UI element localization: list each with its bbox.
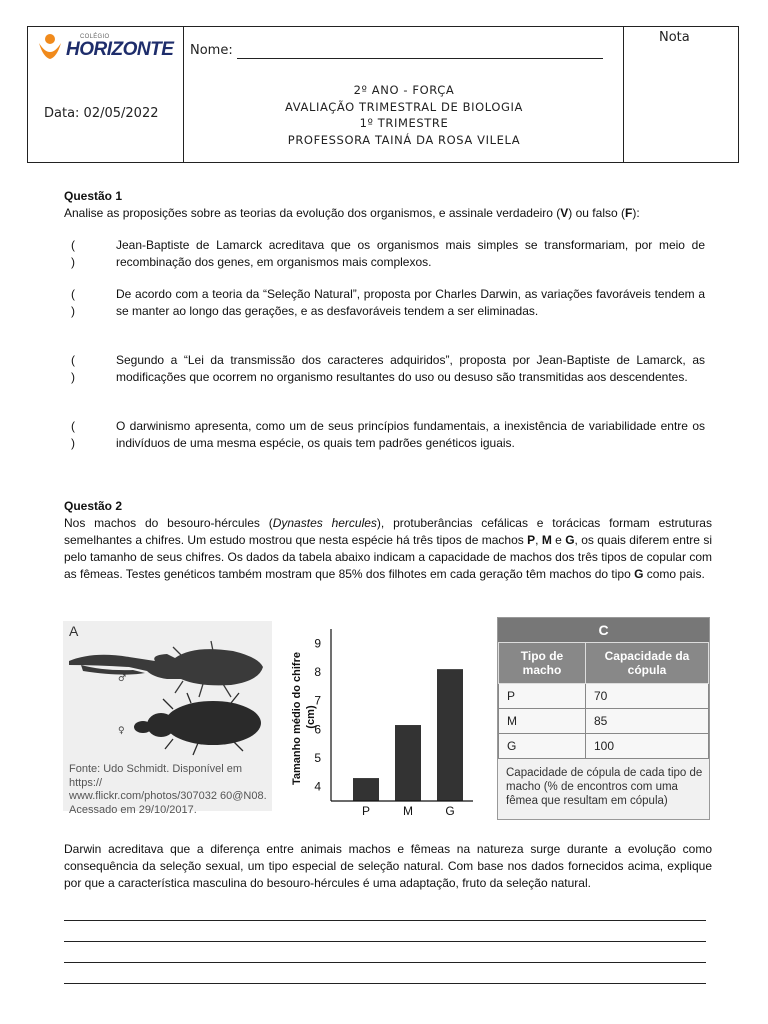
answer-blank[interactable]: ( ) [71, 419, 75, 450]
question-2-paragraph: Nos machos do besouro-hércules (Dynastes hercules), protuberâncias cefálicas e torácicas formam estruturas semelhantes a chifres. Um estudo mostrou que nesta espécie há três tipos de machos P, M e G, os quais diferem entre si pelo tamanho de seus chifres. Os dados da tabela abaixo indicam a capacidade de machos dos três tipos de copular com as fêmeas. Testes genéticos também mostram que 85% dos filhotes em cada geração têm machos do tipo G como pais. [64, 516, 712, 581]
question-1-prompt: Analise as proposições sobre as teorias da evolução dos organismos, e assinale verdadeiro (V) ou falso (F): [64, 206, 640, 220]
answer-line[interactable] [64, 941, 706, 942]
y-tick-label: 9 [314, 636, 321, 651]
copulation-table [498, 642, 709, 759]
answer-line[interactable] [64, 962, 706, 963]
answer-blank[interactable]: ( ) [71, 287, 75, 318]
answer-blank[interactable]: ( ) [71, 353, 75, 384]
figure-b-chart [283, 623, 483, 819]
y-tick-label: 6 [314, 722, 321, 737]
col-header-capacity: Capacidade da cópula [586, 643, 709, 684]
table-row: M 85 [499, 709, 709, 734]
exam-title: AVALIAÇÃO TRIMESTRAL DE BIOLOGIA [285, 99, 523, 114]
header-box [27, 26, 739, 163]
horn-size-chart [283, 623, 483, 819]
y-tick-label: 7 [314, 693, 321, 708]
y-tick-label: 8 [314, 665, 321, 679]
figure-a-label: A [69, 623, 79, 639]
x-tick-label: G [445, 804, 455, 818]
y-tick-label: 5 [314, 751, 321, 765]
grade-cell[interactable] [623, 27, 739, 162]
logo-brand-text: HORIZONTE [66, 38, 174, 60]
figure-a-beetles [63, 621, 272, 816]
question-1-title: Questão 1 [64, 189, 123, 203]
figure-c-table [497, 617, 710, 820]
question-1-header [64, 188, 712, 222]
question-2-header [64, 498, 712, 583]
logo-small-text: COLÉGIO [80, 33, 110, 40]
table-note: Capacidade de cópula de cada tipo de macho (% de encontros com uma fêmea que resultam em cópula) [506, 767, 703, 807]
name-label: Nome: [190, 43, 233, 58]
answer-blank[interactable]: ( ) [71, 238, 75, 269]
q1-item-text: Jean-Baptiste de Lamarck acreditava que os organismos mais simples se transformariam, por meio de recombinação dos genes, em organismos mais complexos. [116, 238, 705, 269]
bar-G [437, 669, 463, 801]
school-logo [37, 31, 173, 61]
figure-c-label: C [498, 618, 709, 642]
exam-class: 2º ANO - FORÇA [353, 83, 455, 97]
figure-a-caption: Fonte: Udo Schmidt. Disponível em https:// www.flickr.com/photos/307032 60@N08. Acessado em 29/10/2017. [69, 763, 267, 816]
y-tick-label: 4 [314, 779, 321, 794]
name-field-line[interactable] [237, 58, 603, 59]
male-symbol: ♂ [118, 674, 127, 684]
answer-line[interactable] [64, 983, 706, 984]
table-row: G 100 [499, 734, 709, 759]
exam-info [188, 82, 620, 148]
question-2-prompt: Darwin acreditava que a diferença entre animais machos e fêmeas na natureza surge durante a evolução como consequência da seleção sexual, um tipo especial de seleção natural. Com base nos dados fornecidos acima, explique por que a característica masculina do besouro-hércules é uma adaptação, fruto da seleção natural. [64, 842, 712, 890]
q1-item-text: De acordo com a teoria da “Seleção Natural”, proposta por Charles Darwin, as variações favoráveis tendem a se manter ao longo das gerações, e as desfavoráveis tendem a ser eliminadas. [116, 287, 705, 318]
logo-figure-icon [37, 31, 63, 61]
question-2-title: Questão 2 [64, 499, 123, 513]
bar-P [353, 778, 379, 801]
exam-term: 1º TRIMESTRE [359, 116, 449, 130]
bar-M [395, 725, 421, 801]
y-axis-label: Tamanho médio do chifre (cm) [291, 652, 317, 786]
grade-label: Nota [659, 30, 690, 45]
answer-line[interactable] [64, 920, 706, 921]
q1-item-text: Segundo a “Lei da transmissão dos caracteres adquiridos”, proposta por Jean-Baptiste de Lamarck, as modificações que ocorrem no organismo resultantes do uso ou desuso são transmitidas aos descendentes. [116, 353, 705, 384]
x-tick-label: M [403, 804, 413, 818]
col-header-type: Tipo de macho [499, 643, 586, 684]
female-symbol: ♀ [118, 726, 125, 736]
table-row: P 70 [499, 684, 709, 709]
beetles-image [63, 621, 272, 761]
exam-teacher: PROFESSORA TAINÁ DA ROSA VILELA [287, 132, 521, 147]
exam-date: Data: 02/05/2022 [44, 106, 159, 121]
header-left-cell [28, 27, 184, 162]
x-tick-label: P [361, 804, 371, 818]
q1-item-text: O darwinismo apresenta, como um de seus princípios fundamentais, a inexistência de variabilidade entre os indivíduos de uma mesma espécie, os quais tem padrões genéticos iguais. [116, 419, 705, 450]
